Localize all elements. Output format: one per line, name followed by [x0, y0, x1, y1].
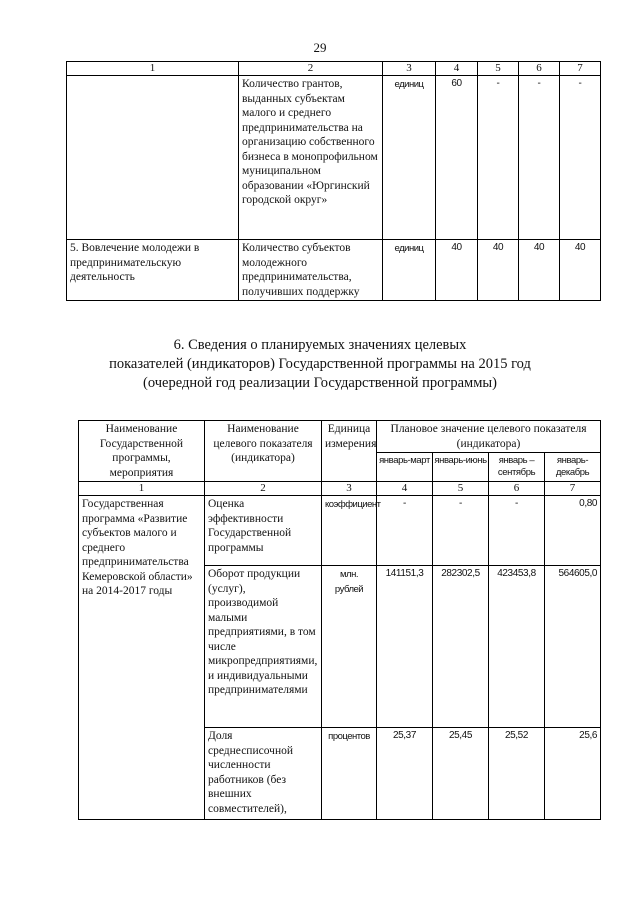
- column-number-row: [79, 482, 601, 496]
- unit-cell: единиц: [383, 76, 436, 240]
- value-cell: 40: [560, 240, 601, 301]
- value-cell: 40: [519, 240, 560, 301]
- value-cell: 423453,8: [489, 566, 545, 728]
- page-number: 29: [313, 40, 327, 55]
- program-cell: 5. Вовлечение молодежи в предпринимательскую деятельность: [67, 240, 239, 301]
- period-header: январь – сентябрь: [489, 453, 545, 482]
- value-cell: -: [433, 496, 489, 566]
- col-num-6: 6: [489, 482, 545, 496]
- value-cell: 40: [478, 240, 519, 301]
- indicator-cell: Оборот продукции (услуг), производимой малыми предприятиями, в том числе микропредприятиями, и индивидуальными предпринимателями: [205, 566, 322, 728]
- value-cell: -: [560, 76, 601, 240]
- unit-cell: млн. рублей: [322, 566, 377, 728]
- column-number-row: [67, 62, 601, 76]
- table-row: [67, 76, 601, 240]
- value-cell: 0,80: [545, 496, 601, 566]
- unit-cell: процентов: [322, 728, 377, 820]
- period-header: январь-июнь: [433, 453, 489, 482]
- value-cell: 282302,5: [433, 566, 489, 728]
- col-num-6: 6: [519, 62, 560, 76]
- col-num-3: 3: [383, 62, 436, 76]
- section-title-line: (очередной год реализации Государственной программы): [143, 375, 497, 391]
- period-header: январь-декабрь: [545, 453, 601, 482]
- indicator-cell: Количество грантов, выданных субъектам малого и среднего предпринимательства на организацию собственного бизнеса в монопрофильном муниципальном образовании «Юргинский городской округ»: [239, 76, 383, 240]
- value-cell: 25,6: [545, 728, 601, 820]
- value-cell: 25,52: [489, 728, 545, 820]
- table-row: [79, 496, 601, 566]
- header-unit: Единица измерения: [322, 421, 377, 482]
- value-cell: -: [478, 76, 519, 240]
- col-num-7: 7: [545, 482, 601, 496]
- program-cell: [67, 76, 239, 240]
- header-row: [79, 421, 601, 453]
- indicators-table-continued: [66, 61, 601, 301]
- col-num-5: 5: [433, 482, 489, 496]
- value-cell: -: [519, 76, 560, 240]
- period-header: январь-март: [377, 453, 433, 482]
- value-cell: 40: [436, 240, 478, 301]
- indicator-cell: Оценка эффективности Государственной программы: [205, 496, 322, 566]
- indicator-cell: Доля среднесписочной численности работников (без внешних совместителей),: [205, 728, 322, 820]
- header-indicator: Наименование целевого показателя (индикатора): [205, 421, 322, 482]
- col-num-1: 1: [79, 482, 205, 496]
- col-num-3: 3: [322, 482, 377, 496]
- header-program: Наименование Государственной программы, мероприятия: [79, 421, 205, 482]
- unit-cell: единиц: [383, 240, 436, 301]
- col-num-4: 4: [436, 62, 478, 76]
- value-cell: 60: [436, 76, 478, 240]
- section-title: [60, 336, 580, 393]
- value-cell: 25,45: [433, 728, 489, 820]
- header-plan: Плановое значение целевого показателя (индикатора): [377, 421, 601, 453]
- value-cell: 25,37: [377, 728, 433, 820]
- indicator-cell: Количество субъектов молодежного предпринимательства, получивших поддержку: [239, 240, 383, 301]
- section-title-line: показателей (индикаторов) Государственной программы на 2015 год: [109, 356, 531, 372]
- section-title-line: 6. Сведения о планируемых значениях целевых: [173, 337, 467, 353]
- col-num-1: 1: [67, 62, 239, 76]
- value-cell: -: [489, 496, 545, 566]
- program-name-cell: Государственная программа «Развитие субъектов малого и среднего предпринимательства Кемеровской области» на 2014-2017 годы: [79, 496, 205, 820]
- col-num-2: 2: [205, 482, 322, 496]
- unit-cell: коэффициент: [322, 496, 377, 566]
- table-row: [67, 240, 601, 301]
- value-cell: 564605,0: [545, 566, 601, 728]
- value-cell: -: [377, 496, 433, 566]
- planned-values-table: [78, 420, 601, 820]
- col-num-5: 5: [478, 62, 519, 76]
- col-num-7: 7: [560, 62, 601, 76]
- value-cell: 141151,3: [377, 566, 433, 728]
- col-num-4: 4: [377, 482, 433, 496]
- col-num-2: 2: [239, 62, 383, 76]
